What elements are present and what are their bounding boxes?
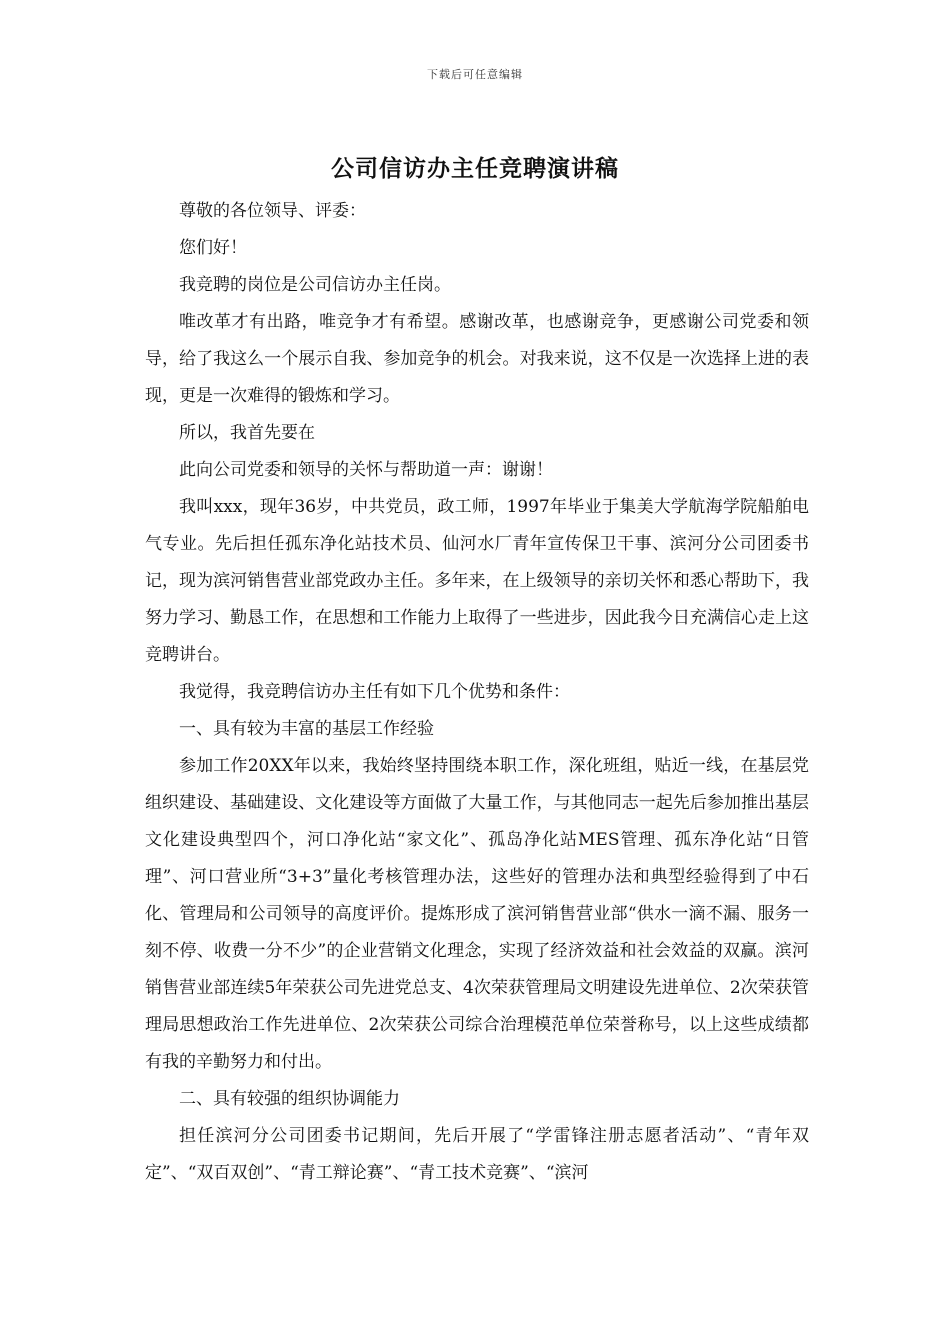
paragraph-greeting: 您们好！ — [179, 238, 247, 258]
paragraph-introduction: 我叫xxx，现年36岁，中共党员，政工师，1997年毕业于集美大学航海学院船舶电气专业。先后担任孤东净化站技术员、仙河水厂青年宣传保卫干事、滨河分公司团委书记，现为滨河销售营业部党政办主任。多年来，在上级领导的亲切关怀和悉心帮助下，我努力学习、勤恳工作，在思想和工作能力上取得了一些进步，因此我今日充满信心走上这竞聘讲台。 — [145, 497, 809, 665]
paragraph-salutation: 尊敬的各位领导、评委： — [179, 201, 366, 221]
header-note: 下载后可任意编辑 — [427, 68, 523, 81]
paragraph-first: 所以，我首先要在 — [179, 423, 315, 443]
paragraph-organization: 担任滨河分公司团委书记期间，先后开展了“学雷锋注册志愿者活动”、“青年双定”、“双百双创”、“青工辩论赛”、“青工技术竞赛”、“滨河 — [145, 1126, 809, 1183]
paragraph-thanks: 此向公司党委和领导的关怀与帮助道一声：谢谢！ — [179, 460, 553, 480]
document-title: 公司信访办主任竞聘演讲稿 — [331, 155, 619, 182]
paragraph-experience: 参加工作20XX年以来，我始终坚持围绕本职工作，深化班组，贴近一线，在基层党组织建设、基础建设、文化建设等方面做了大量工作，与其他同志一起先后参加推出基层文化建设典型四个，河口净化站“家文化”、孤岛净化站MES管理、孤东净化站“日管理”、河口营业所“3+3”量化考核管理办法，这些好的管理办法和典型经验得到了中石化、管理局和公司领导的高度评价。提炼形成了滨河销售营业部“供水一滴不漏、服务一刻不停、收费一分不少”的企业营销文化理念，实现了经济效益和社会效益的双赢。滨河销售营业部连续5年荣获公司先进党总支、4次荣获管理局文明建设先进单位、2次荣获管理局思想政治工作先进单位、2次荣获公司综合治理模范单位荣誉称号，以上这些成绩都有我的辛勤努力和付出。 — [145, 756, 809, 1072]
paragraph-heading-2: 二、具有较强的组织协调能力 — [179, 1089, 400, 1109]
paragraph-advantages-intro: 我觉得，我竞聘信访办主任有如下几个优势和条件： — [179, 682, 570, 702]
paragraph-heading-1: 一、具有较为丰富的基层工作经验 — [179, 719, 434, 739]
document-body — [145, 193, 809, 1192]
paragraph-position: 我竞聘的岗位是公司信访办主任岗。 — [179, 275, 451, 295]
paragraph-thanks-reform: 唯改革才有出路，唯竞争才有希望。感谢改革，也感谢竞争，更感谢公司党委和领导，给了我这么一个展示自我、参加竞争的机会。对我来说，这不仅是一次选择上进的表现，更是一次难得的锻炼和学习。 — [145, 312, 809, 406]
